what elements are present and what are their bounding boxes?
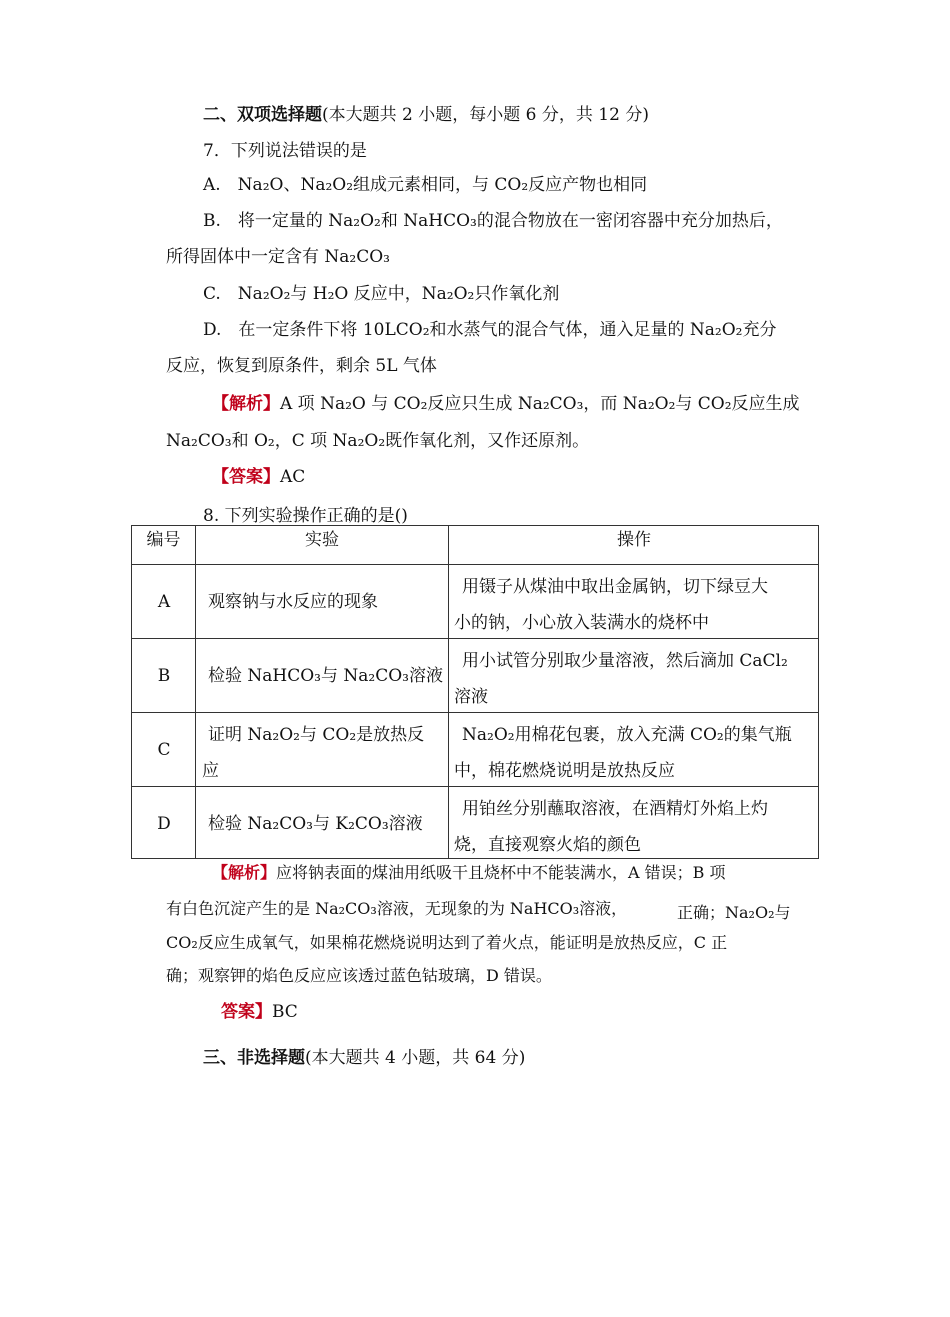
table-row-divider xyxy=(132,564,818,565)
q7-answer-line xyxy=(212,466,305,488)
q7-analysis-line2: Na₂CO₃和 O₂，C 项 Na₂O₂既作氧化剂，又作还原剂。 xyxy=(166,431,590,451)
section-3-heading-line xyxy=(203,1047,525,1069)
q7-option-b-line1: B. 将一定量的 Na₂O₂和 NaHCO₃的混合物放在一密闭容器中充分加热后， xyxy=(203,211,783,231)
section-2-note: (本大题共 2 小题，每小题 6 分，共 12 分) xyxy=(322,105,649,125)
table-row-b-id: B xyxy=(157,666,171,686)
q8-answer-line xyxy=(221,1001,298,1023)
q7-option-c: C. Na₂O₂与 H₂O 反应中，Na₂O₂只作氧化剂 xyxy=(203,284,560,304)
q8-answer-label: 答案】 xyxy=(221,1002,272,1022)
q8-analysis-line2b: 正确；Na₂O₂与 xyxy=(677,903,791,922)
q7-answer: AC xyxy=(280,467,306,487)
table-row-d-operation-line2: 烧，直接观察火焰的颜色 xyxy=(454,835,641,855)
table-row-d-id: D xyxy=(157,814,171,834)
q7-option-a: A. Na₂O、Na₂O₂组成元素相同，与 CO₂反应产物也相同 xyxy=(203,175,648,195)
table-row-a-experiment: 观察钠与水反应的现象 xyxy=(208,592,378,612)
q7-stem: 7．下列说法错误的是 xyxy=(203,141,367,161)
q8-analysis-label: 【解析】 xyxy=(212,863,277,882)
section-2-heading-line xyxy=(203,104,649,126)
q7-analysis-text1: A 项 Na₂O 与 CO₂反应只生成 Na₂CO₃，而 Na₂O₂与 CO₂反应生成 xyxy=(280,394,800,414)
table-col-divider xyxy=(448,526,449,858)
table-row-b-operation-line2: 溶液 xyxy=(454,687,488,707)
table-row-b-experiment: 检验 NaHCO₃与 Na₂CO₃溶液 xyxy=(208,666,443,686)
table-row-c-experiment-line1: 证明 Na₂O₂与 CO₂是放热反 xyxy=(208,725,425,745)
table-row-a-operation-line2: 小的钠，小心放入装满水的烧杯中 xyxy=(454,613,709,633)
table-row-c-id: C xyxy=(157,740,171,760)
table-row-a-operation-line1: 用镊子从煤油中取出金属钠，切下绿豆大 xyxy=(462,577,768,597)
q8-analysis-line2a: 有白色沉淀产生的是 Na₂CO₃溶液，无现象的为 NaHCO₃溶液， xyxy=(166,899,628,918)
q8-analysis-line3: CO₂反应生成氧气，如果棉花燃烧说明达到了着火点，能证明是放热反应，C 正 xyxy=(166,933,728,952)
q8-table xyxy=(131,525,819,859)
table-row-d-operation-line1: 用铂丝分别蘸取溶液，在酒精灯外焰上灼 xyxy=(462,799,768,819)
q8-analysis-text1: 应将钠表面的煤油用纸吸干且烧杯中不能装满水，A 错误；B 项 xyxy=(276,863,726,882)
q7-analysis-line1 xyxy=(212,393,800,415)
table-row-d-experiment: 检验 Na₂CO₃与 K₂CO₃溶液 xyxy=(208,814,423,834)
section-3-heading: 三、非选择题 xyxy=(203,1048,305,1068)
section-3-note: (本大题共 4 小题，共 64 分) xyxy=(305,1048,526,1068)
section-2-heading: 二、双项选择题 xyxy=(203,105,322,125)
q8-stem: 8. 下列实验操作正确的是() xyxy=(203,506,408,526)
table-row-a-id: A xyxy=(157,592,171,612)
q8-analysis-line1 xyxy=(212,862,726,884)
table-row-c-operation-line2: 中，棉花燃烧说明是放热反应 xyxy=(454,761,675,781)
q7-option-b-line2: 所得固体中一定含有 Na₂CO₃ xyxy=(166,247,390,267)
table-row-c-experiment-line2: 应 xyxy=(202,761,219,781)
q7-option-d-line2: 反应，恢复到原条件，剩余 5L 气体 xyxy=(166,356,437,376)
table-header-experiment: 实验 xyxy=(305,530,339,550)
table-header-id: 编号 xyxy=(146,530,181,550)
table-header-operation: 操作 xyxy=(617,530,651,550)
q8-analysis-line4: 确；观察钾的焰色反应应该透过蓝色钴玻璃，D 错误。 xyxy=(166,966,552,985)
table-row-b-operation-line1: 用小试管分别取少量溶液，然后滴加 CaCl₂ xyxy=(462,651,788,671)
q7-answer-label: 【答案】 xyxy=(212,467,280,487)
table-row-c-operation-line1: Na₂O₂用棉花包裹，放入充满 CO₂的集气瓶 xyxy=(462,725,792,745)
q7-analysis-label: 【解析】 xyxy=(212,394,280,414)
q7-option-d-line1: D. 在一定条件下将 10LCO₂和水蒸气的混合气体，通入足量的 Na₂O₂充分 xyxy=(203,320,777,340)
q8-answer: BC xyxy=(272,1002,298,1022)
